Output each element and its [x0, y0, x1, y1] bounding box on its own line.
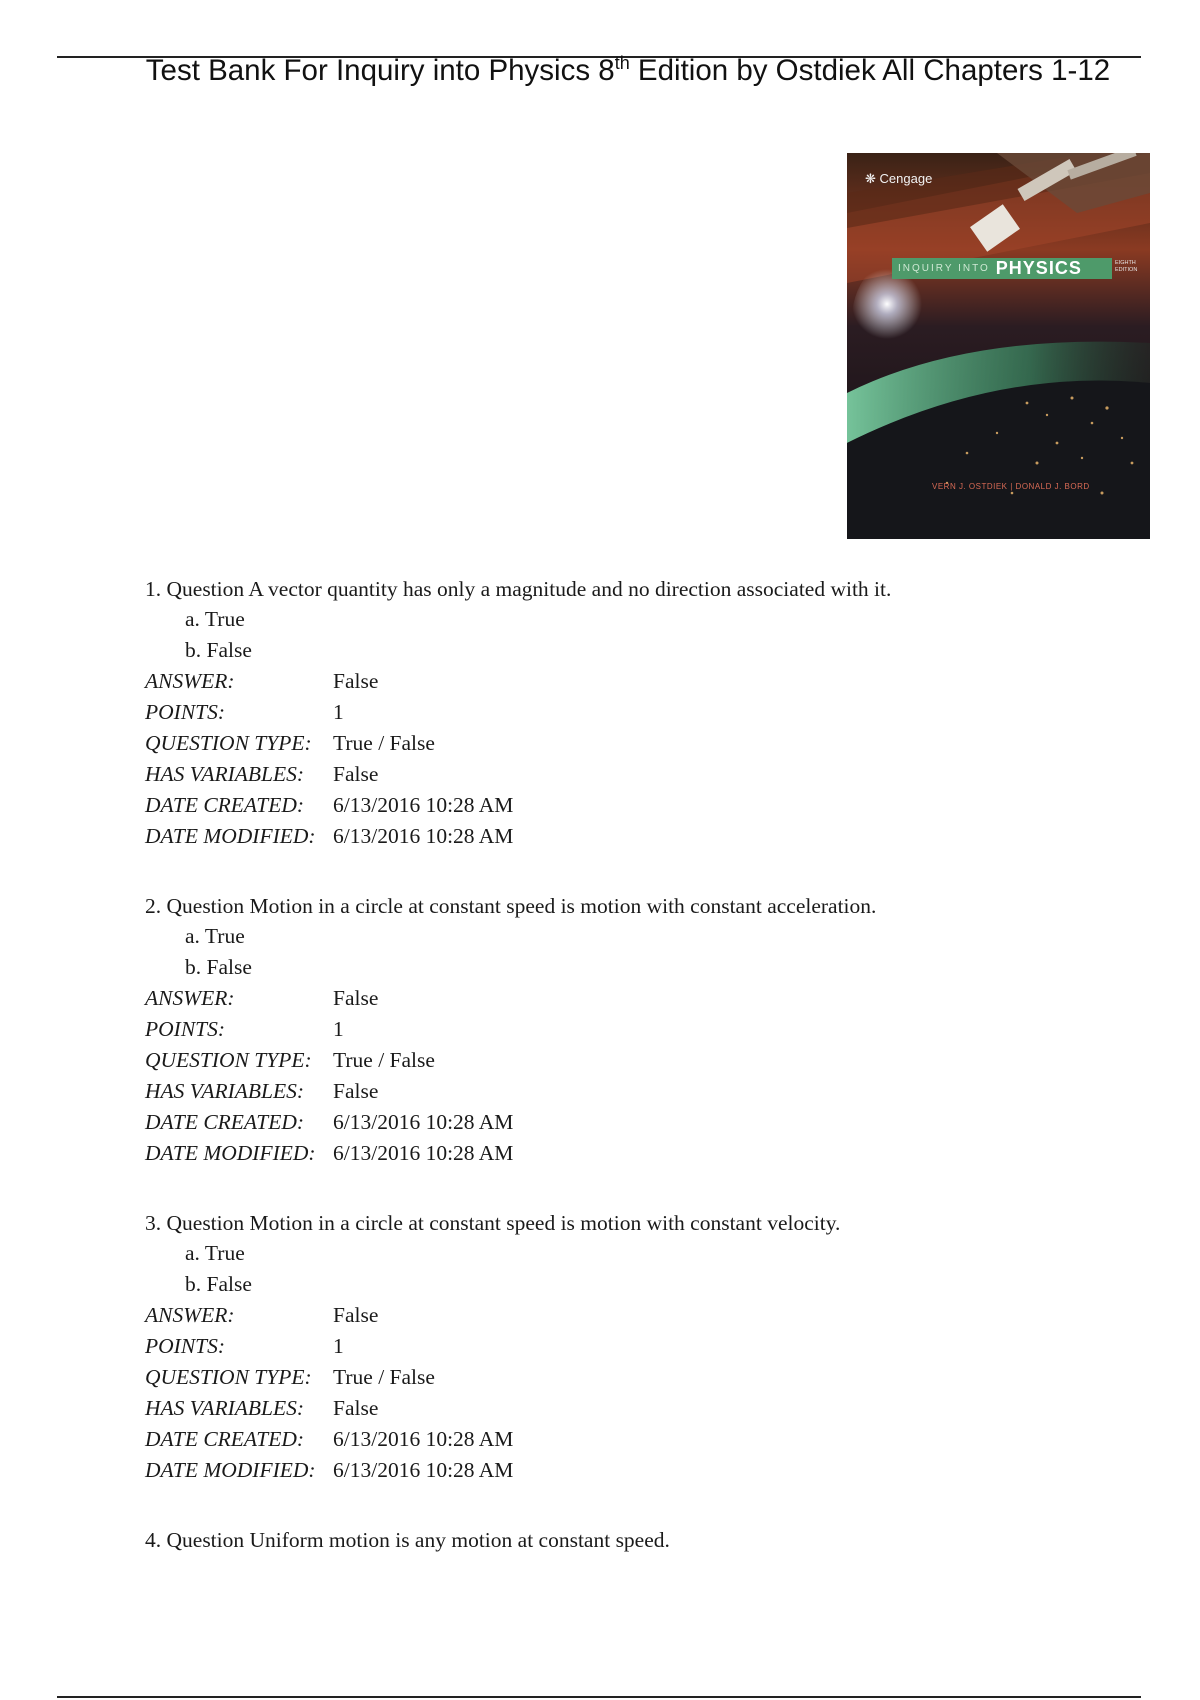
meta-value: 6/13/2016 10:28 AM — [333, 1141, 514, 1165]
meta-label: DATE MODIFIED: — [145, 1458, 316, 1482]
meta-label: HAS VARIABLES: — [145, 762, 305, 786]
meta-date-created — [145, 1107, 876, 1138]
meta-date-modified — [145, 1455, 840, 1486]
meta-label: HAS VARIABLES: — [145, 1396, 305, 1420]
meta-value: 6/13/2016 10:28 AM — [333, 824, 514, 848]
cover-title-small: INQUIRY INTO — [898, 263, 990, 274]
meta-date-created — [145, 1424, 840, 1455]
title-superscript: th — [614, 53, 630, 73]
meta-label: ANSWER: — [145, 669, 235, 693]
meta-answer — [145, 983, 876, 1014]
meta-question-type — [145, 1045, 876, 1076]
meta-has-variables — [145, 759, 891, 790]
question-3 — [145, 1208, 840, 1486]
meta-label: QUESTION TYPE: — [145, 1048, 312, 1072]
meta-date-created — [145, 790, 891, 821]
meta-value: False — [333, 1303, 379, 1327]
meta-value: False — [333, 762, 379, 786]
answer-option: a. True — [185, 924, 245, 948]
meta-label: DATE CREATED: — [145, 1427, 305, 1451]
meta-label: DATE MODIFIED: — [145, 824, 316, 848]
meta-label: HAS VARIABLES: — [145, 1079, 305, 1103]
publisher-logo — [865, 171, 932, 187]
meta-has-variables — [145, 1393, 840, 1424]
title-main: Test Bank For Inquiry into Physics 8 — [145, 54, 615, 87]
meta-value: False — [333, 1396, 379, 1420]
meta-answer — [145, 1300, 840, 1331]
meta-value: False — [333, 986, 379, 1010]
meta-date-modified — [145, 821, 891, 852]
meta-label: DATE MODIFIED: — [145, 1141, 316, 1165]
answer-option: b. False — [185, 638, 252, 662]
publisher-name: Cengage — [879, 171, 933, 186]
question-4-stem: 4. Question Uniform motion is any motion at constant speed. — [145, 1528, 670, 1552]
meta-value: 6/13/2016 10:28 AM — [333, 1458, 514, 1482]
meta-has-variables — [145, 1076, 876, 1107]
meta-label: POINTS: — [145, 1334, 226, 1358]
question-stem: 3. Question Motion in a circle at constant speed is motion with constant velocity. — [145, 1211, 841, 1235]
meta-points — [145, 697, 891, 728]
footer-rule — [57, 1696, 1141, 1698]
meta-label: QUESTION TYPE: — [145, 1365, 312, 1389]
question-2 — [145, 891, 876, 1169]
meta-label: DATE CREATED: — [145, 1110, 305, 1134]
meta-label: ANSWER: — [145, 986, 235, 1010]
meta-label: DATE CREATED: — [145, 793, 305, 817]
book-cover-image — [847, 153, 1150, 539]
cover-authors: VERN J. OSTDIEK | DONALD J. BORD — [932, 482, 1090, 491]
meta-date-modified — [145, 1138, 876, 1169]
meta-points — [145, 1331, 840, 1362]
meta-label: POINTS: — [145, 1017, 226, 1041]
cover-title: PHYSICS — [995, 258, 1082, 278]
meta-value: True / False — [333, 731, 435, 755]
meta-answer — [145, 666, 891, 697]
question-stem: 2. Question Motion in a circle at constant speed is motion with constant acceleration. — [145, 894, 877, 918]
answer-option: b. False — [185, 1272, 252, 1296]
meta-value: 1 — [333, 1017, 344, 1041]
meta-question-type — [145, 728, 891, 759]
meta-points — [145, 1014, 876, 1045]
title-rest: Edition by Ostdiek All Chapters 1-12 — [629, 54, 1111, 87]
meta-value: True / False — [333, 1365, 435, 1389]
meta-value: True / False — [333, 1048, 435, 1072]
meta-value: 1 — [333, 1334, 344, 1358]
meta-label: POINTS: — [145, 700, 226, 724]
cover-title-band — [892, 258, 1112, 279]
meta-label: ANSWER: — [145, 1303, 235, 1327]
meta-value: 6/13/2016 10:28 AM — [333, 793, 514, 817]
cengage-logo-icon: ❋ — [865, 171, 876, 186]
document-title — [0, 54, 1200, 88]
question-stem: 1. Question A vector quantity has only a magnitude and no direction associated with it. — [145, 577, 892, 601]
answer-option: b. False — [185, 955, 252, 979]
answer-option: a. True — [185, 1241, 245, 1265]
meta-label: QUESTION TYPE: — [145, 731, 312, 755]
meta-value: 6/13/2016 10:28 AM — [333, 1427, 514, 1451]
meta-value: False — [333, 669, 379, 693]
meta-value: 6/13/2016 10:28 AM — [333, 1110, 514, 1134]
meta-value: False — [333, 1079, 379, 1103]
question-1 — [145, 574, 891, 852]
meta-value: 1 — [333, 700, 344, 724]
cover-edition: EIGHTH EDITION — [1115, 260, 1138, 273]
meta-question-type — [145, 1362, 840, 1393]
answer-option: a. True — [185, 607, 245, 631]
